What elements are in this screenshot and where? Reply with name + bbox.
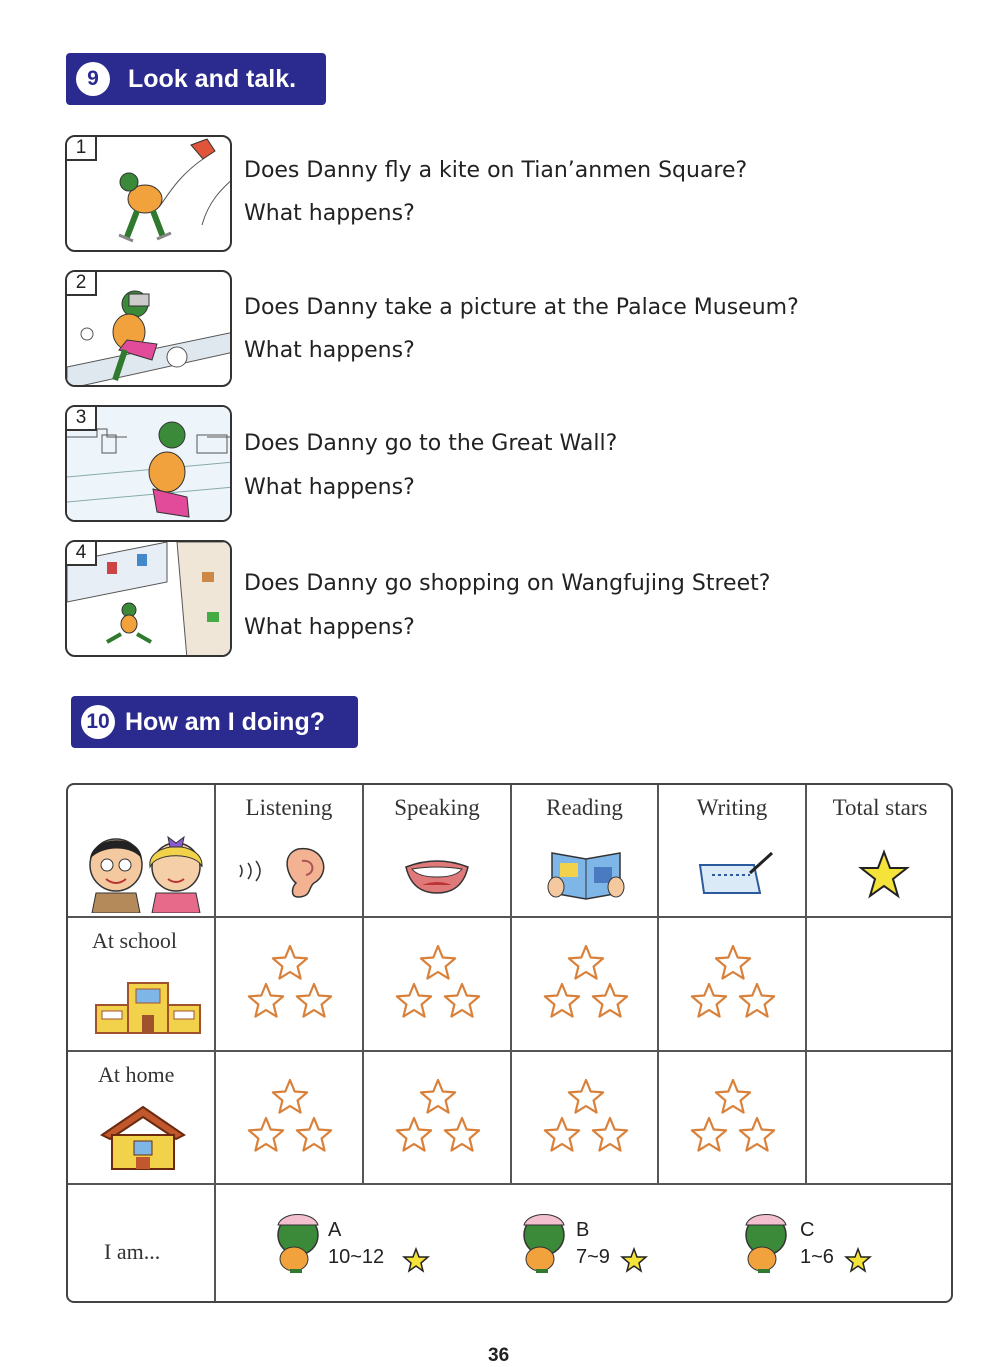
star-rating-at-home-listening[interactable]: [216, 1052, 362, 1182]
ear-icon: [236, 843, 336, 903]
question-2: Does Danny take a picture at the Palace Museum?: [244, 295, 799, 320]
section-title: How am I doing?: [125, 707, 325, 736]
grade-c-letter: C: [800, 1219, 815, 1241]
section-10-banner: [71, 696, 358, 748]
section-title: Look and talk.: [128, 64, 297, 93]
star-icon: [620, 1247, 648, 1273]
scene-label: 3: [67, 407, 97, 431]
empty-star[interactable]: [692, 984, 726, 1017]
scene-4-picture: [65, 540, 232, 657]
empty-star[interactable]: [249, 1118, 283, 1151]
empty-star[interactable]: [716, 1080, 750, 1113]
empty-star[interactable]: [297, 984, 331, 1017]
empty-star[interactable]: [397, 984, 431, 1017]
scene-3-picture: [65, 405, 232, 522]
question-3: Does Danny go to the Great Wall?: [244, 431, 618, 456]
scene-label: 1: [67, 137, 97, 161]
section-number: 10: [81, 705, 115, 739]
column-writing: Writing: [696, 795, 768, 820]
grade-b-letter: B: [576, 1219, 590, 1241]
book-icon: [546, 847, 626, 903]
scene-1-picture: [65, 135, 232, 252]
star-rating-at-home-writing[interactable]: [659, 1052, 805, 1182]
column-reading: Reading: [546, 795, 623, 820]
row-i-am: I am...: [104, 1239, 161, 1264]
empty-star[interactable]: [273, 946, 307, 979]
followup-4: What happens?: [244, 615, 415, 640]
followup-3: What happens?: [244, 475, 415, 500]
school-icon: [94, 979, 202, 1037]
empty-star[interactable]: [716, 946, 750, 979]
section-9-banner: [66, 53, 326, 105]
empty-star[interactable]: [273, 1080, 307, 1113]
scene-label: 2: [67, 272, 97, 296]
mouth-icon: [402, 853, 472, 897]
writing-icon: [694, 847, 780, 903]
children-icon: [82, 823, 206, 913]
star-rating-at-school-speaking[interactable]: [364, 918, 510, 1048]
empty-star[interactable]: [421, 1080, 455, 1113]
empty-star[interactable]: [593, 1118, 627, 1151]
empty-star[interactable]: [445, 1118, 479, 1151]
star-rating-at-home-reading[interactable]: [512, 1052, 658, 1182]
empty-star[interactable]: [445, 984, 479, 1017]
grade-a-letter: A: [328, 1219, 342, 1241]
column-total-stars: Total stars: [832, 795, 928, 820]
question-1: Does Danny fly a kite on Tian’anmen Square?: [244, 158, 748, 183]
empty-star[interactable]: [740, 1118, 774, 1151]
star-rating-at-school-reading[interactable]: [512, 918, 658, 1048]
column-listening: Listening: [245, 795, 333, 820]
empty-star[interactable]: [692, 1118, 726, 1151]
empty-star[interactable]: [249, 984, 283, 1017]
empty-star[interactable]: [421, 946, 455, 979]
row-at-home: At home: [98, 1062, 175, 1087]
empty-star[interactable]: [740, 984, 774, 1017]
danny-c-icon: [736, 1209, 794, 1275]
star-rating-at-home-speaking[interactable]: [364, 1052, 510, 1182]
grade-b-range: 7~9: [576, 1246, 610, 1268]
empty-star[interactable]: [569, 946, 603, 979]
star-rating-at-school-listening[interactable]: [216, 918, 362, 1048]
self-assessment-table: [66, 783, 953, 1303]
followup-1: What happens?: [244, 201, 415, 226]
empty-star[interactable]: [545, 984, 579, 1017]
followup-2: What happens?: [244, 338, 415, 363]
section-number: 9: [76, 62, 110, 96]
scene-2-picture: [65, 270, 232, 387]
grade-a-range: 10~12: [328, 1246, 385, 1268]
danny-b-icon: [514, 1209, 572, 1275]
page-number: 36: [488, 1345, 510, 1366]
star-icon: [402, 1247, 430, 1273]
grade-c-range: 1~6: [800, 1246, 834, 1268]
empty-star[interactable]: [593, 984, 627, 1017]
star-rating-at-school-writing[interactable]: [659, 918, 805, 1048]
danny-a-icon: [268, 1209, 326, 1275]
empty-star[interactable]: [545, 1118, 579, 1151]
row-at-school: At school: [92, 928, 177, 953]
star-icon: [857, 849, 911, 899]
star-icon: [844, 1247, 872, 1273]
house-icon: [98, 1103, 188, 1173]
question-4: Does Danny go shopping on Wangfujing Street?: [244, 571, 771, 596]
column-speaking: Speaking: [394, 795, 480, 820]
empty-star[interactable]: [569, 1080, 603, 1113]
empty-star[interactable]: [397, 1118, 431, 1151]
empty-star[interactable]: [297, 1118, 331, 1151]
scene-label: 4: [67, 542, 97, 566]
